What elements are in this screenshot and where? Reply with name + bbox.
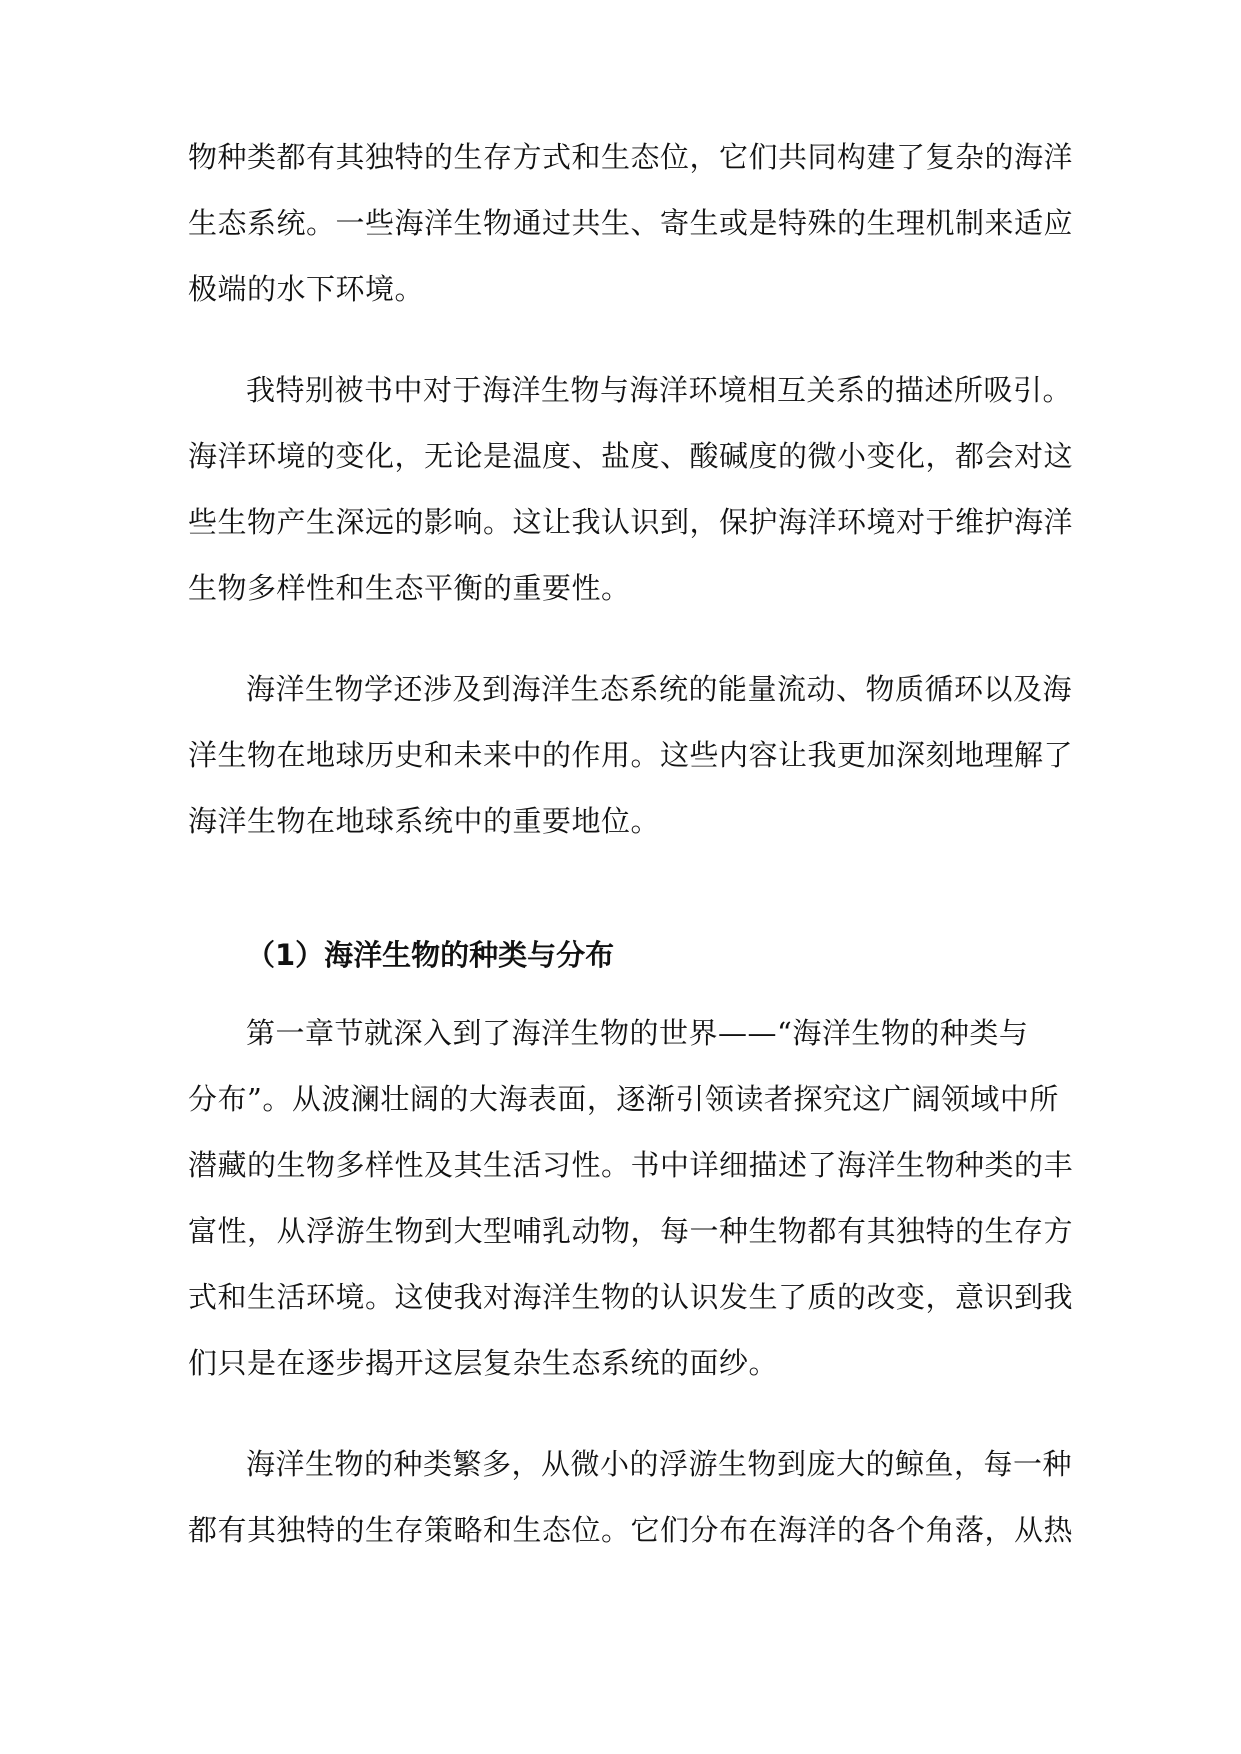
paragraph-line: 我特别被书中对于海洋生物与海洋环境相互关系的描述所吸引。 bbox=[246, 373, 1073, 407]
paragraph-line: 生态系统。一些海洋生物通过共生、寄生或是特殊的生理机制来适应 bbox=[188, 206, 1074, 240]
paragraph-line: 分布”。从波澜壮阔的大海表面，逐渐引领读者探究这广阔领域中所 bbox=[188, 1082, 1059, 1116]
paragraph-line: 海洋生物学还涉及到海洋生态系统的能量流动、物质循环以及海 bbox=[246, 672, 1073, 706]
paragraph-line: 极端的水下环境。 bbox=[188, 272, 425, 306]
paragraph-line: 海洋生物的种类繁多，从微小的浮游生物到庞大的鲸鱼，每一种 bbox=[246, 1447, 1073, 1481]
paragraph-line: 都有其独特的生存策略和生态位。它们分布在海洋的各个角落，从热 bbox=[188, 1513, 1074, 1547]
paragraph-line: 海洋环境的变化，无论是温度、盐度、酸碱度的微小变化，都会对这 bbox=[188, 439, 1074, 473]
section-heading: （1）海洋生物的种类与分布 bbox=[246, 938, 615, 972]
paragraph-line: 第一章节就深入到了海洋生物的世界——“海洋生物的种类与 bbox=[246, 1016, 1029, 1050]
paragraph-line: 们只是在逐步揭开这层复杂生态系统的面纱。 bbox=[188, 1346, 779, 1380]
paragraph-line: 富性，从浮游生物到大型哺乳动物，每一种生物都有其独特的生存方 bbox=[188, 1214, 1074, 1248]
paragraph-line: 物种类都有其独特的生存方式和生态位，它们共同构建了复杂的海洋 bbox=[188, 140, 1074, 174]
paragraph-line: 海洋生物在地球系统中的重要地位。 bbox=[188, 804, 661, 838]
paragraph-line: 生物多样性和生态平衡的重要性。 bbox=[188, 571, 631, 605]
paragraph-line: 潜藏的生物多样性及其生活习性。书中详细描述了海洋生物种类的丰 bbox=[188, 1148, 1074, 1182]
paragraph-line: 些生物产生深远的影响。这让我认识到，保护海洋环境对于维护海洋 bbox=[188, 505, 1074, 539]
paragraph-line: 式和生活环境。这使我对海洋生物的认识发生了质的改变，意识到我 bbox=[188, 1280, 1074, 1314]
paragraph-line: 洋生物在地球历史和未来中的作用。这些内容让我更加深刻地理解了 bbox=[188, 738, 1074, 772]
